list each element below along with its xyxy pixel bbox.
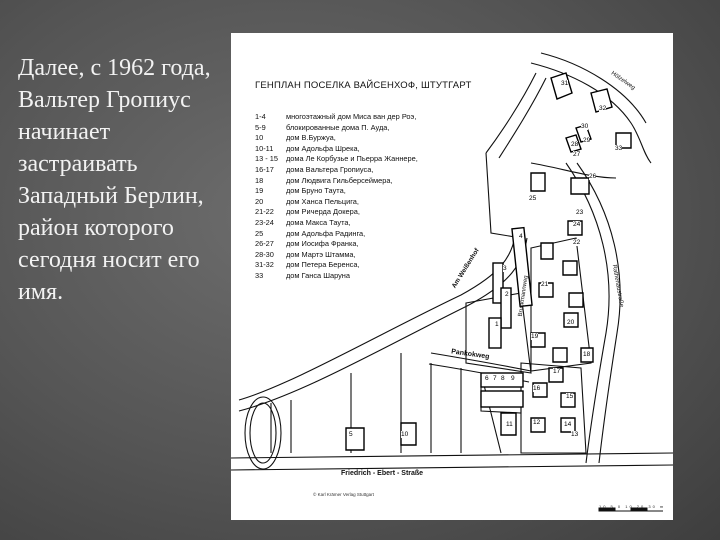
map-legend — [255, 112, 418, 282]
plot-number: 31 — [561, 80, 569, 87]
legend-row — [255, 260, 418, 271]
plot-number: 24 — [573, 221, 581, 228]
legend-text: дом Бруно Таута, — [286, 186, 346, 196]
legend-row — [255, 197, 418, 208]
plot-number: 14 — [564, 421, 572, 428]
legend-text: дом Иосифа Франка, — [286, 239, 359, 249]
legend-number: 23-24 — [255, 217, 274, 227]
legend-text: дом Адольфа Шрека, — [286, 143, 360, 153]
legend-row — [255, 218, 418, 229]
legend-number: 21-22 — [255, 207, 274, 217]
legend-row — [255, 207, 418, 218]
street-label-bruckmannweg: Bruckmannweg — [517, 275, 530, 317]
plot-number: 28 — [571, 141, 579, 148]
legend-number: 13 - 15 — [255, 154, 279, 164]
plot-number: 23 — [576, 209, 584, 216]
street-label-friedrich-ebert: Friedrich - Ebert - Straße — [341, 470, 424, 477]
street-label-rathenaustrasse: Rathenaustraße — [610, 264, 625, 308]
plot-number: 16 — [533, 385, 541, 392]
legend-number: 10-11 — [255, 143, 274, 153]
plot-number: 2 — [505, 291, 509, 298]
legend-row — [255, 271, 418, 282]
legend-text: многоэтажный дом Миса ван дер Роэ, — [286, 112, 417, 121]
site-plan-map — [231, 33, 673, 520]
legend-number: 5-9 — [255, 122, 266, 132]
plot-number: 5 — [349, 431, 353, 438]
plot-number: 10 — [401, 431, 409, 438]
plot-number: 17 — [553, 368, 561, 375]
plot-number: 15 — [566, 393, 574, 400]
plot-number: 29 — [583, 137, 591, 144]
legend-text: дом Адольфа Радинга, — [286, 228, 366, 238]
plot-number: 3 — [503, 265, 507, 272]
legend-text: дом В.Буржуа, — [286, 133, 336, 143]
legend-text: дом Ханса Пельцига, — [286, 196, 359, 206]
legend-row — [255, 144, 418, 155]
copyright: © Karl Krämer Verlag Stuttgart — [313, 492, 374, 497]
legend-number: 28-30 — [255, 249, 274, 259]
plot-number: 1 — [495, 321, 499, 328]
legend-number: 26-27 — [255, 239, 274, 249]
legend-row — [255, 250, 418, 261]
legend-number: 19 — [255, 186, 264, 196]
legend-text: блокированные дома П. Ауда, — [286, 122, 390, 132]
legend-row — [255, 112, 418, 123]
plot-number: 18 — [583, 351, 591, 358]
legend-row — [255, 165, 418, 176]
legend-text: дом Людвига Гильберсеймера, — [286, 175, 393, 185]
plot-number: 8 — [501, 375, 505, 382]
legend-text: дом Ганса Шаруна — [286, 270, 350, 280]
plot-number: 13 — [571, 431, 579, 438]
legend-text: дома Ле Корбузье и Пьерра Жаннере, — [286, 154, 418, 164]
legend-row — [255, 229, 418, 240]
plot-number: 21 — [541, 281, 549, 288]
legend-number: 25 — [255, 228, 264, 238]
legend-row — [255, 154, 418, 165]
legend-number: 18 — [255, 175, 264, 185]
plot-number: 22 — [573, 239, 581, 246]
plot-number: 6 — [485, 375, 489, 382]
legend-number: 33 — [255, 270, 264, 280]
legend-number: 20 — [255, 196, 264, 206]
plot-number: 11 — [506, 421, 513, 428]
legend-number: 31-32 — [255, 260, 274, 270]
plot-number: 26 — [589, 173, 597, 180]
legend-row — [255, 186, 418, 197]
plot-number: 12 — [533, 419, 541, 426]
plot-number: 19 — [531, 333, 539, 340]
plot-number: 20 — [567, 319, 575, 326]
street-label-pankokweg: Pankokweg — [450, 348, 490, 361]
legend-row — [255, 123, 418, 134]
plot-number: 30 — [581, 123, 589, 130]
legend-row — [255, 176, 418, 187]
map-title: ГЕНПЛАН ПОСЕЛКА ВАЙСЕНХОФ, ШТУТГАРТ — [255, 80, 472, 91]
legend-number: 16-17 — [255, 164, 274, 174]
legend-row — [255, 239, 418, 250]
legend-row — [255, 133, 418, 144]
plot-number: 4 — [519, 233, 523, 240]
street-label-am-weissenhof: Am Weißenhof — [450, 247, 481, 290]
legend-text: дом Ричерда Докера, — [286, 207, 360, 217]
plot-number: 32 — [599, 105, 607, 112]
scale-label: 10 5 0 10 20 30 m — [599, 504, 666, 509]
plot-number: 25 — [529, 195, 537, 202]
legend-number: 10 — [255, 133, 264, 143]
legend-text: дома Вальтера Гропиуса, — [286, 164, 374, 174]
legend-number: 1-4 — [255, 112, 266, 121]
plot-number: 9 — [511, 375, 515, 382]
legend-text: дома Макса Таута, — [286, 217, 351, 227]
plot-number: 7 — [493, 375, 497, 382]
plot-number: 33 — [615, 145, 623, 152]
legend-text: дом Петера Беренса, — [286, 260, 360, 270]
plot-number: 27 — [573, 151, 581, 158]
slide-text: Далее, с 1962 года, Вальтер Гропиус начинает застраивать Западный Берлин, район которого сегодня носит его имя. — [18, 55, 211, 305]
legend-text: дом Мартэ Штамма, — [286, 249, 356, 259]
street-label-hoelzelweg: Hölzelweg — [609, 70, 636, 92]
